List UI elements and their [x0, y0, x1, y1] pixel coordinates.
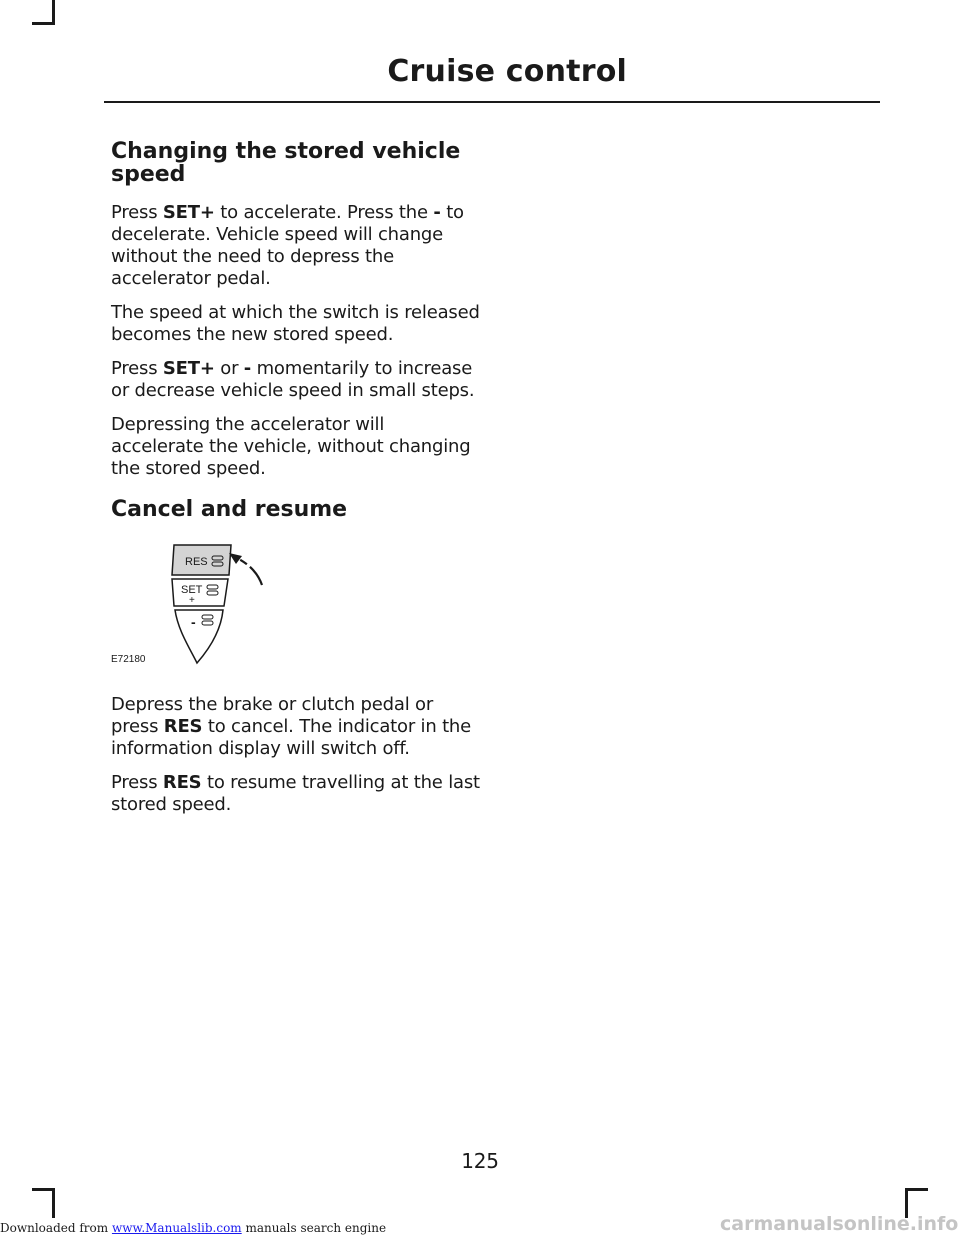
set-label: SET [181, 584, 203, 596]
paragraph: The speed at which the switch is released becomes the new stored speed. [111, 302, 480, 345]
cruise-switch-illustration [111, 535, 281, 670]
plus-label: + [189, 595, 195, 606]
bold-term: SET+ [162, 358, 215, 379]
bold-term: - [433, 202, 441, 223]
crop-mark-bottom-left-vertical [52, 1188, 55, 1218]
bold-term: RES [162, 772, 202, 793]
paragraph: Depressing the accelerator will accelerate the vehicle, without changing the stored speed. [111, 414, 471, 479]
set-plus-button-shape [172, 579, 228, 606]
minus-button-shape [175, 610, 223, 663]
minus-label: - [191, 614, 196, 630]
footer-suffix: manuals search engine [241, 1221, 387, 1235]
paragraph: Depress the brake or clutch pedal or press RES to cancel. The indicator in the information display will switch off. [111, 694, 472, 759]
paragraph: Press SET+ to accelerate. Press the - to decelerate. Vehicle speed will change without the need to depress the accelerator pedal. [111, 202, 464, 289]
res-label: RES [185, 556, 208, 568]
content-column [111, 140, 481, 828]
watermark: carmanualsonline.info [720, 1213, 959, 1235]
header-rule [104, 101, 880, 103]
crop-mark-top-left-vertical [52, 0, 55, 24]
cruise-switch-figure [111, 535, 281, 670]
res-button-shape [172, 545, 231, 575]
arrow-icon [229, 553, 262, 585]
section-heading-cancel-resume: Cancel and resume [111, 497, 348, 522]
bold-term: SET+ [162, 202, 215, 223]
download-footer [0, 1221, 386, 1235]
crop-mark-top-left-horizontal [32, 22, 55, 25]
paragraph: Press SET+ or - momentarily to increase or decrease vehicle speed in small steps. [111, 358, 475, 401]
bold-term: RES [163, 716, 203, 737]
paragraph: Press RES to resume travelling at the last stored speed. [111, 772, 480, 815]
page-number: 125 [461, 1149, 499, 1173]
crop-mark-bottom-left-horizontal [32, 1188, 55, 1191]
page-title: Cruise control [387, 54, 627, 89]
manualslib-link[interactable]: www.Manualslib.com [111, 1221, 242, 1235]
crop-mark-bottom-right-horizontal [905, 1188, 928, 1191]
section-heading-change-speed: Changing the stored vehicle speed [111, 139, 461, 187]
bold-term: - [243, 358, 252, 379]
footer-prefix: Downloaded from [0, 1221, 112, 1235]
figure-code: E72180 [111, 654, 146, 665]
